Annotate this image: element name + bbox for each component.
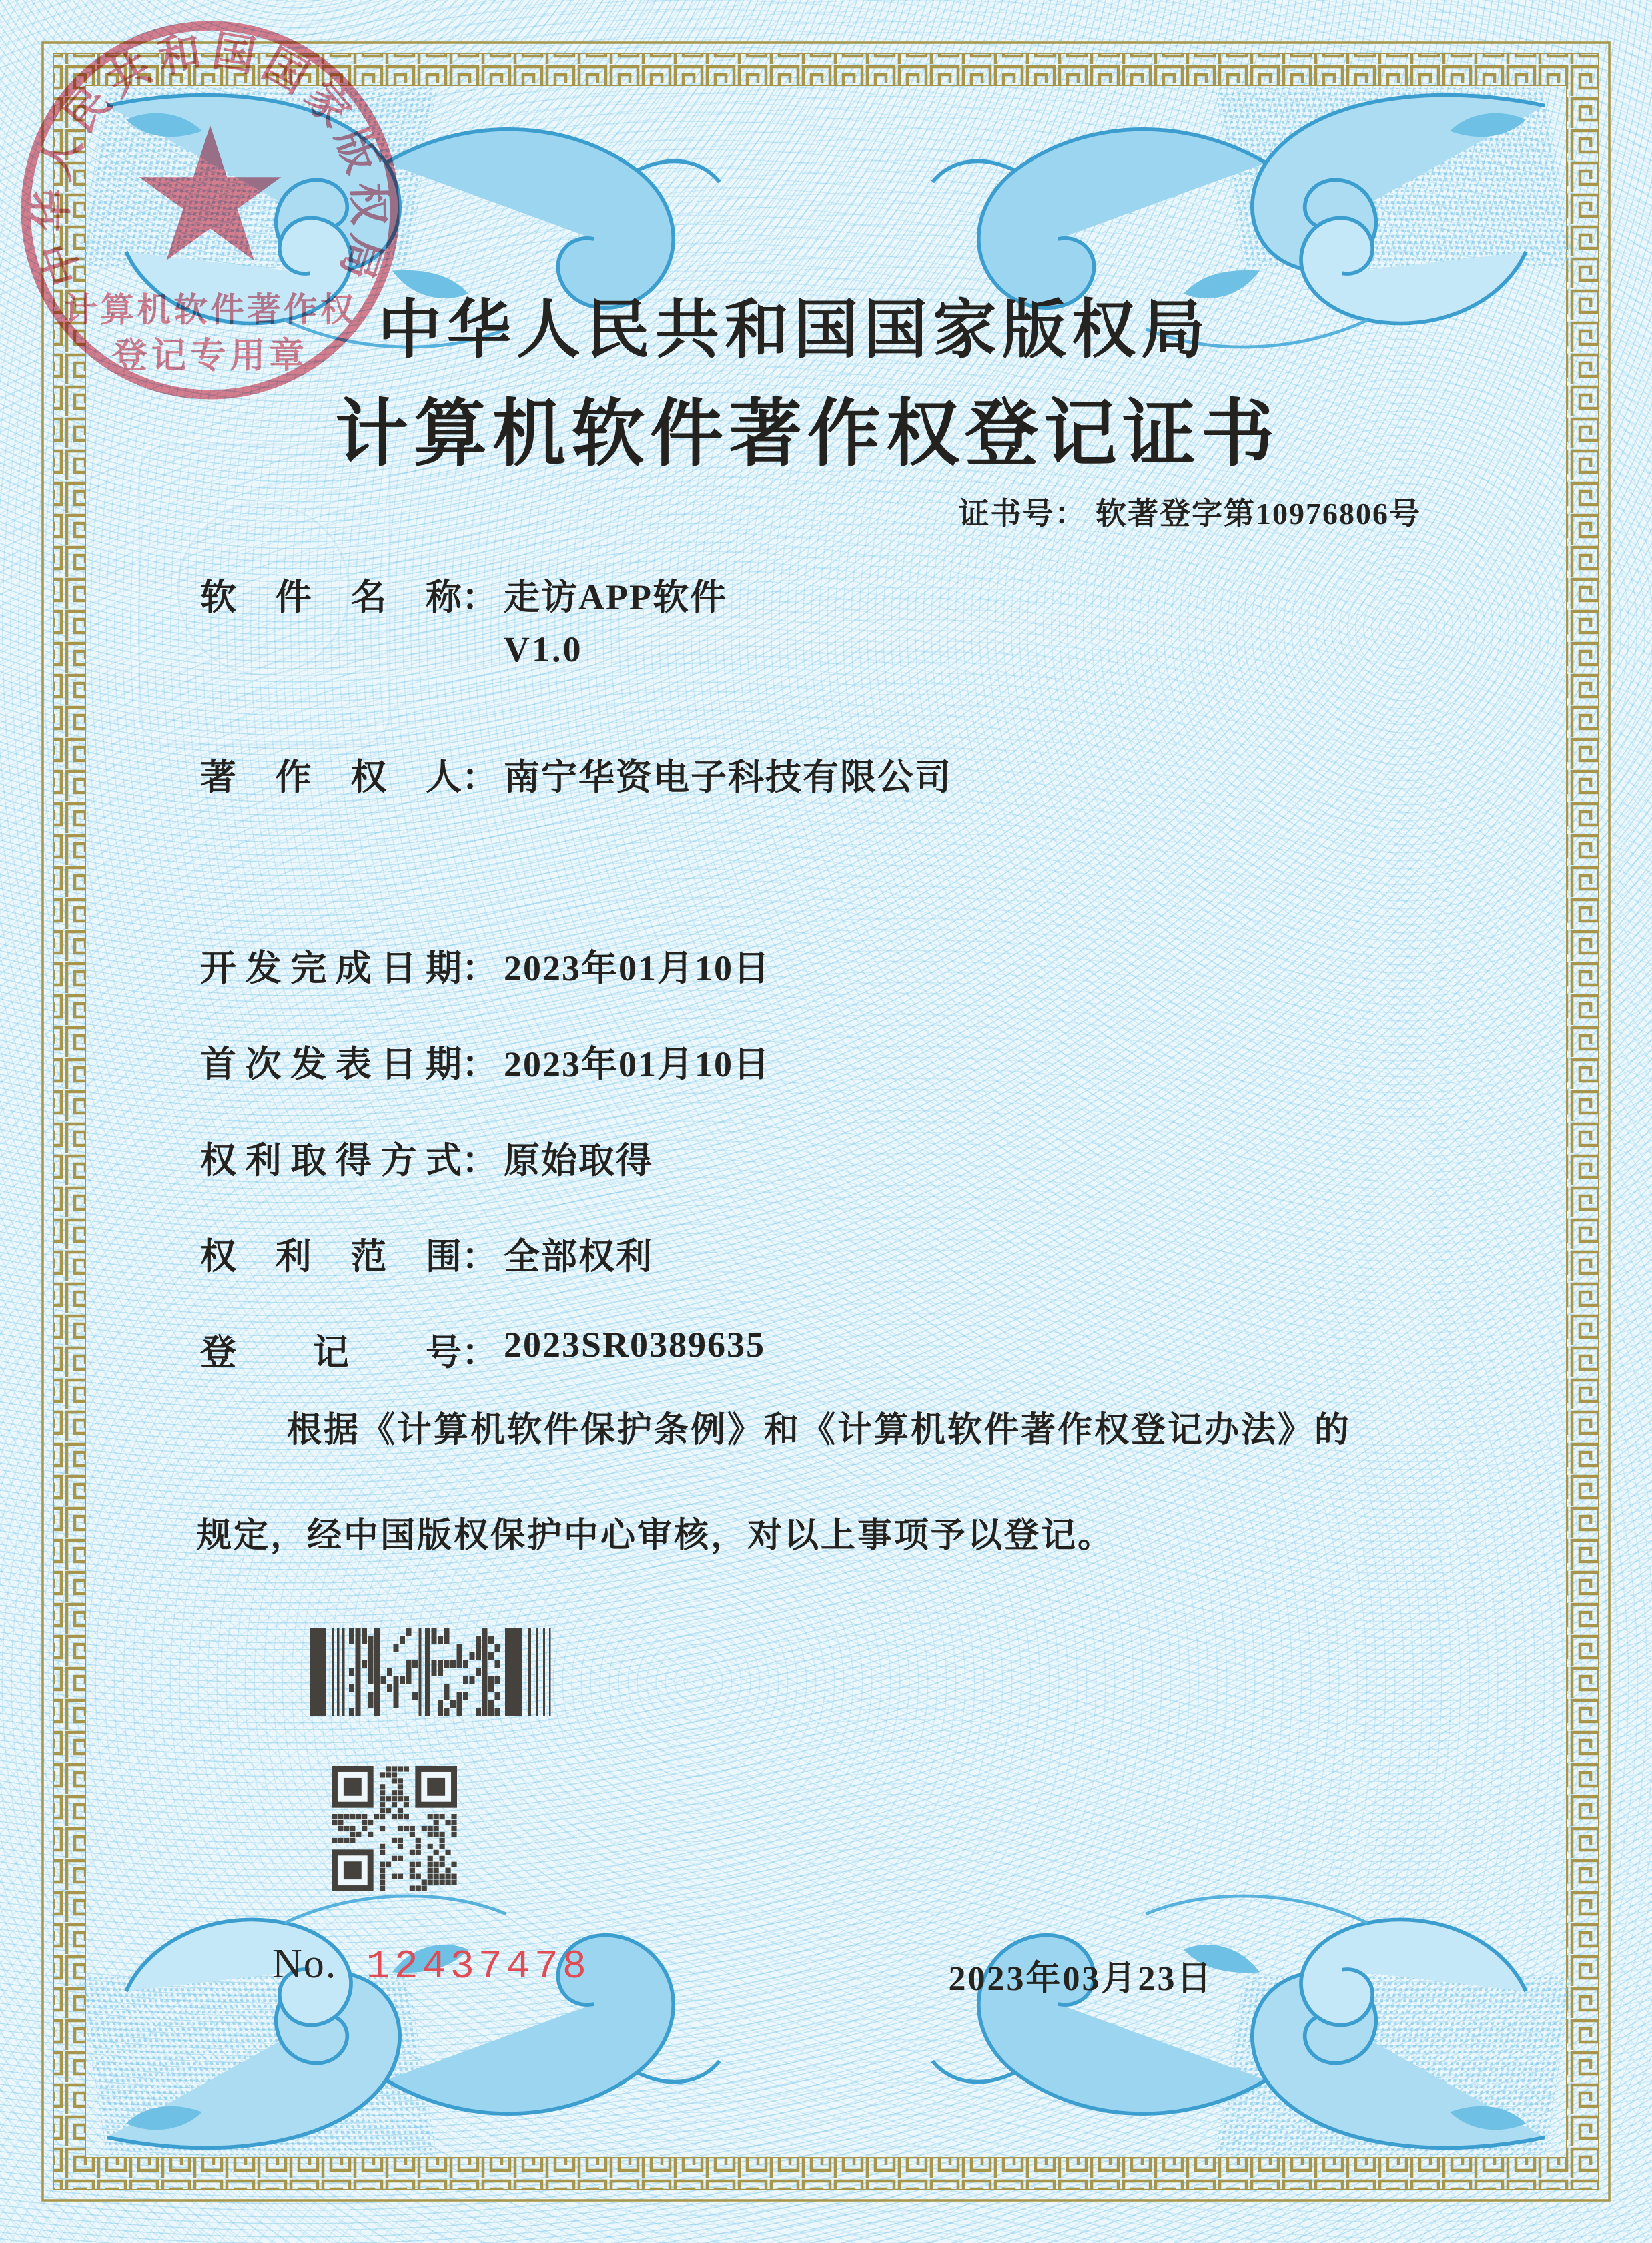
field-label: 开发完成日期	[200, 948, 462, 988]
field-registration-number	[200, 1324, 766, 1375]
issuing-authority-title: 中华人民共和国国家版权局	[378, 294, 1210, 366]
field-first-publish-date	[200, 1036, 771, 1087]
field-value: 原始取得	[504, 1141, 653, 1181]
field-copyright-owner	[200, 749, 952, 800]
field-label: 登记号	[200, 1333, 462, 1373]
field-colon: ：	[462, 1141, 498, 1181]
field-value: 走访APP软件	[504, 577, 727, 617]
certificate-number-label: 证书号：	[958, 497, 1087, 531]
field-value: 2023SR0389635	[504, 1325, 766, 1365]
seal-arc-text: 中华人民共和国国家版权局	[27, 27, 393, 292]
seal-inner-line1: 计算机软件著作权	[63, 291, 357, 329]
statement-line1: 根据《计算机软件保护条例》和《计算机软件著作权登记办法》的	[287, 1411, 1352, 1450]
serial-number-line	[272, 1941, 590, 1990]
certificate-number-value: 软著登字第10976806号	[1096, 497, 1421, 531]
field-colon: ：	[462, 757, 498, 797]
field-dev-complete-date	[200, 940, 771, 991]
field-colon: ：	[462, 948, 498, 988]
field-value: 南宁华资电子科技有限公司	[504, 757, 952, 797]
field-value: 全部权利	[504, 1237, 653, 1277]
certificate-title: 计算机软件著作权登记证书	[335, 394, 1280, 475]
field-rights-acquisition	[200, 1132, 653, 1183]
field-colon: ：	[462, 577, 498, 617]
issue-date: 2023年03月23日	[948, 1960, 1214, 1998]
field-label: 著作权人	[200, 757, 462, 797]
field-label: 权利取得方式	[200, 1141, 462, 1181]
software-version: V1.0	[504, 629, 583, 669]
field-software-name	[200, 569, 727, 620]
field-value: 2023年01月10日	[504, 1044, 771, 1084]
field-colon: ：	[462, 1237, 498, 1277]
field-rights-scope	[200, 1228, 653, 1279]
field-value: 2023年01月10日	[504, 948, 771, 988]
field-label: 软件名称	[200, 577, 462, 617]
field-label: 权利范围	[200, 1237, 462, 1277]
statement-line2: 规定，经中国版权保护中心审核，对以上事项予以登记。	[197, 1517, 1115, 1555]
certificate-number-line	[959, 489, 1422, 533]
field-colon: ：	[462, 1333, 498, 1373]
field-colon: ：	[462, 1044, 498, 1084]
seal-inner-line2: 登记专用章	[111, 336, 309, 376]
serial-number-value: 12437478	[366, 1945, 590, 1990]
field-label: 首次发表日期	[200, 1044, 462, 1084]
serial-number-label: No.	[272, 1941, 338, 1987]
